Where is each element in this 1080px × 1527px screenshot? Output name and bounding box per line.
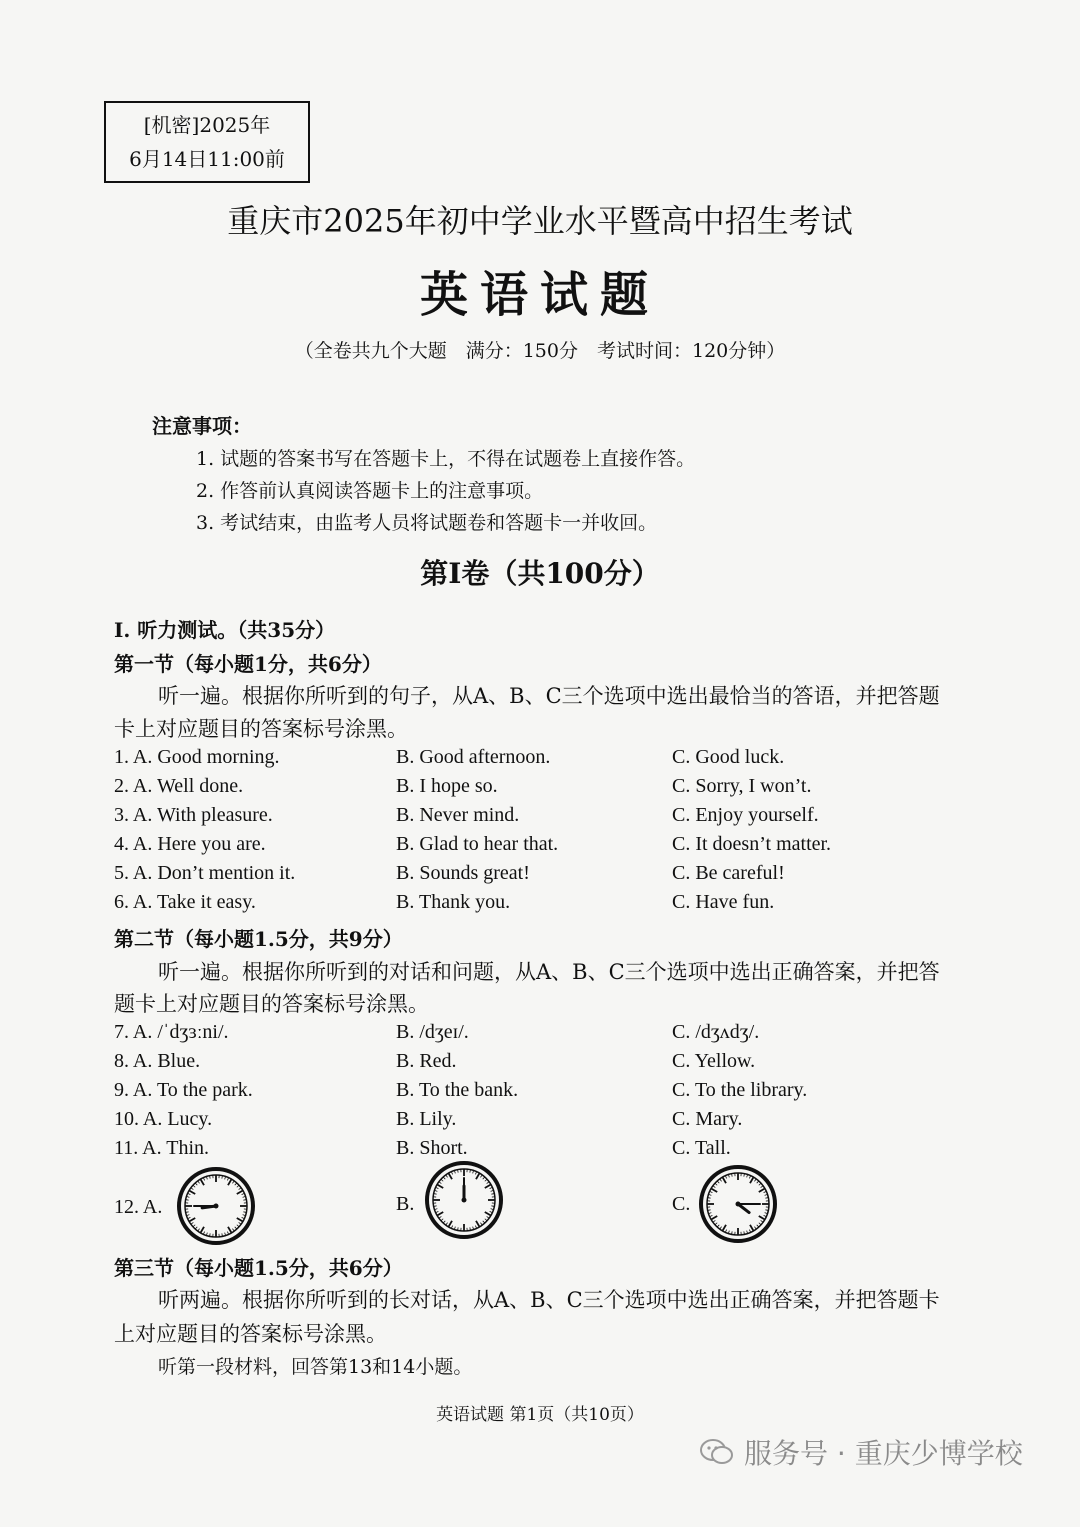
section3-instruction: 听两遍。根据你所听到的长对话，从A、B、C三个选项中选出正确答案，并把答题卡 [158,1288,940,1312]
option-c: C. Be careful! [672,862,785,884]
option-b: B. Lily. [396,1108,457,1130]
clock-icon-b [424,1160,504,1240]
option-a: 2. A. Well done. [114,775,244,797]
option-b: B. Thank you. [396,891,511,913]
option-a: 10. A. Lucy. [114,1108,213,1130]
q12-option-c-label: C. [672,1193,691,1215]
option-c: C. Have fun. [672,891,775,913]
page-footer: 英语试题 第1页（共10页） [436,1405,644,1425]
material-instruction: 听第一段材料，回答第13和14小题。 [158,1356,473,1378]
q12-option-b-label: B. [396,1193,415,1215]
section1-instruction: 听一遍。根据你所听到的句子，从A、B、C三个选项中选出最恰当的答语，并把答题 [158,684,940,708]
option-b: B. Never mind. [396,804,520,826]
section2-heading: 第二节（每小题1.5分，共9分） [114,927,403,951]
option-a: 3. A. With pleasure. [114,804,273,826]
watermark-text: 服务号 · 重庆少博学校 [744,1437,1023,1470]
wechat-icon [700,1438,734,1466]
section3-heading: 第三节（每小题1.5分，共6分） [114,1256,403,1280]
option-b: B. To the bank. [396,1079,519,1101]
part-heading: I. 听力测试。（共35分） [114,618,336,642]
option-c: C. /dʒʌdʒ/. [672,1021,760,1043]
section2-instruction: 题卡上对应题目的答案标号涂黑。 [114,992,429,1016]
option-b: B. Good afternoon. [396,746,551,768]
watermark [700,1432,1023,1472]
option-b: B. Sounds great! [396,862,530,884]
note-item: 1. 试题的答案书写在答题卡上，不得在试题卷上直接作答。 [196,448,696,470]
option-a: 4. A. Here you are. [114,833,266,855]
option-c: C. It doesn’t matter. [672,833,832,855]
option-b: B. I hope so. [396,775,498,797]
section1-instruction: 卡上对应题目的答案标号涂黑。 [114,717,408,741]
option-a: 11. A. Thin. [114,1137,210,1159]
section3-instruction: 上对应题目的答案标号涂黑。 [114,1322,387,1346]
option-b: B. Glad to hear that. [396,833,559,855]
notes-heading: 注意事项： [152,414,252,438]
option-b: B. Red. [396,1050,457,1072]
option-c: C. Sorry, I won’t. [672,775,812,797]
option-c: C. Good luck. [672,746,785,768]
subject-title: 英语试题 [419,267,660,323]
q12-option-a-label: 12. A. [114,1196,163,1218]
option-a: 5. A. Don’t mention it. [114,862,296,884]
option-c: C. Tall. [672,1137,731,1159]
note-item: 3. 考试结束，由监考人员将试题卷和答题卡一并收回。 [196,512,658,534]
confidential-line-2: 6月14日11:00前 [129,147,285,171]
option-a: 7. A. /ˈdʒɜːni/. [114,1021,229,1043]
option-c: C. Enjoy yourself. [672,804,819,826]
clock-icon-a [176,1166,256,1246]
option-c: C. Yellow. [672,1050,756,1072]
option-c: C. To the library. [672,1079,808,1101]
confidential-line-1: [机密]2025年 [143,113,271,137]
confidential-box [104,101,310,183]
option-a: 8. A. Blue. [114,1050,201,1072]
exam-meta: （全卷共九个大题 满分：150分 考试时间：120分钟） [294,340,786,362]
option-a: 9. A. To the park. [114,1079,253,1101]
note-item: 2. 作答前认真阅读答题卡上的注意事项。 [196,480,544,502]
option-a: 1. A. Good morning. [114,746,280,768]
clock-icon-c [698,1164,778,1244]
volume-heading: 第Ⅰ卷（共100分） [420,557,660,590]
option-c: C. Mary. [672,1108,743,1130]
section1-heading: 第一节（每小题1分，共6分） [114,652,382,676]
section2-instruction: 听一遍。根据你所听到的对话和问题，从A、B、C三个选项中选出正确答案，并把答 [158,960,940,984]
option-a: 6. A. Take it easy. [114,891,256,913]
option-b: B. Short. [396,1137,468,1159]
exam-title: 重庆市2025年初中学业水平暨高中招生考试 [227,202,853,240]
option-b: B. /dʒeɪ/. [396,1021,469,1043]
